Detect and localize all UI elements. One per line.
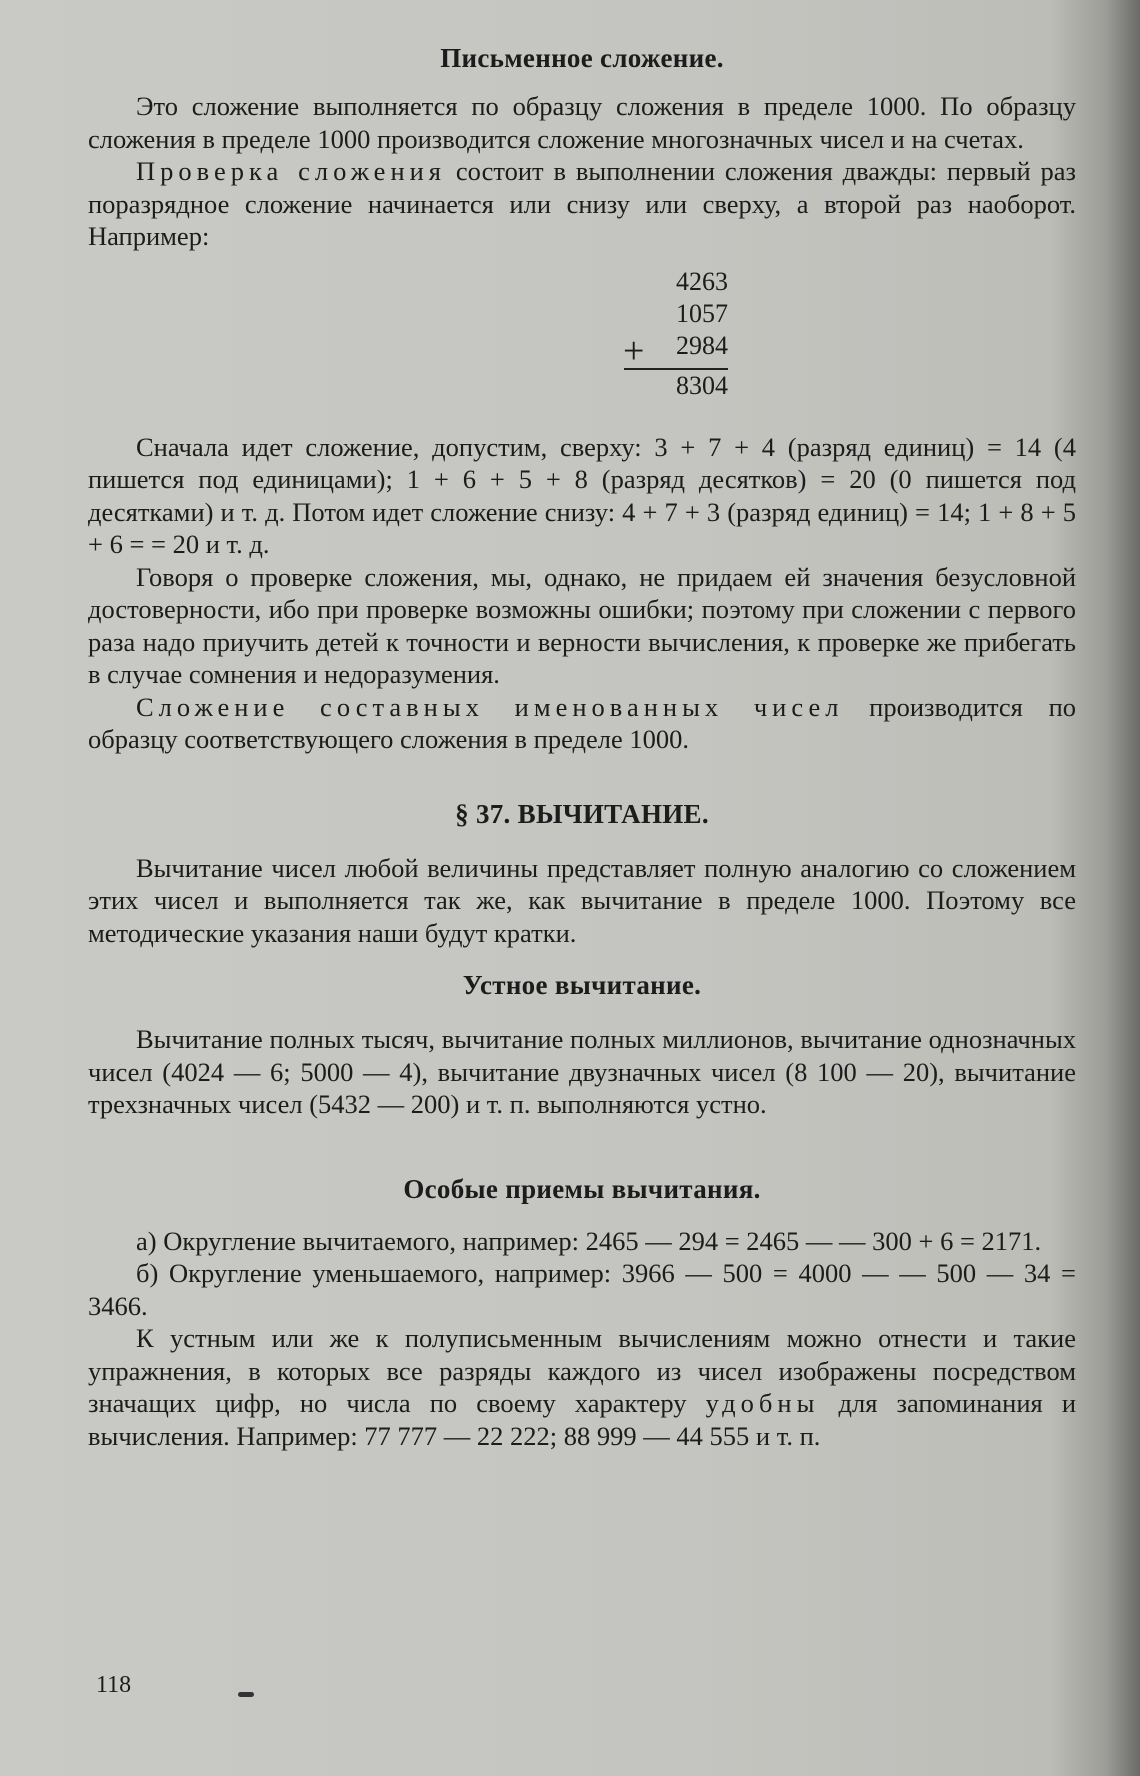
paragraph-compound-numbers-text: производится по образцу соответствующего сложения в пределе 1000. [88, 691, 1076, 754]
spaced-term-compound: Сложение составных именованных чисел [136, 691, 844, 722]
ink-speck [238, 1692, 254, 1697]
heading-written-addition: Письменное сложение. [440, 43, 724, 73]
paragraph-addition-check-text: состоит в выполнении сложения дважды: первый раз поразрядное сложение начинается или снизу или сверху, а второй раз наоборот. Например: [88, 156, 1077, 251]
heading-section-37: § 37. ВЫЧИТАНИЕ. [455, 798, 709, 829]
heading-special-methods: Особые приемы вычитания. [403, 1173, 761, 1204]
page-number: 118 [96, 1672, 132, 1698]
paragraph-check-reliability: Говоря о проверке сложения, мы, однако, не придаем ей значения безусловной достоверности, ибо при проверке возможны ошибки; поэтому при сложении с первого раза надо приучить детей к точности и верности вычисления, к проверке же прибегать в случае сомнения и недоразумения. [88, 561, 1076, 689]
paragraph-semi-written [88, 1322, 1076, 1452]
plus-sign: + [623, 329, 645, 372]
heading-oral-subtraction: Устное вычитание. [462, 970, 702, 1000]
sum-result: 8304 [676, 370, 728, 400]
paragraph-oral-subtraction: Вычитание полных тысяч, вычитание полных миллионов, вычитание однозначных чисел (4024 — 6; 5000 — 4), вычитание двузначных чисел (8 100 — 20), вычитание трехзначных чисел (5432 — 200) и т. п. выполняются устно. [88, 1024, 1076, 1119]
column-addition-example [88, 263, 1076, 413]
paragraph-addition-check [88, 155, 1076, 253]
spaced-term-convenient: удобны [705, 1388, 820, 1418]
paragraph-rounding-minuend: б) Округление уменьшаемого, например: 3966 — 500 = 4000 — — 500 — 34 = 3466. [88, 1258, 1076, 1321]
paragraph-addition-intro: Это сложение выполняется по образцу сложения в пределе 1000. По образцу сложения в пределе 1000 производится сложение многозначных чисел и на счетах. [88, 91, 1076, 154]
page-content [88, 40, 1076, 1452]
sum-rule-line [624, 368, 728, 370]
paragraph-semi-written-end: для запоминания и вычисления. Например: 77 777 — 22 222; 88 999 — 44 555 и т. п. [88, 1388, 1076, 1451]
paragraph-semi-written-start: К устным или же к полуписьменным вычислениям можно отнести и такие упражнения, в которых все разряды каждого из чисел изображены посредством значащих цифр, но числа по своему характеру [88, 1323, 1076, 1418]
paragraph-compound-numbers [88, 691, 1076, 756]
spaced-term-check: Проверка сложения [136, 156, 446, 186]
paragraph-addition-order: Сначала идет сложение, допустим, сверху: 3 + 7 + 4 (разряд единиц) = 14 (4 пишется под единицами); 1 + 6 + 5 + 8 (разряд десятков) = 20 (0 пишется под десятками) и т. д. Потом идет сложение снизу: 4 + 7 + 3 (разряд единиц) = 14; 1 + 8 + 5 + 6 = = 20 и т. д. [88, 431, 1076, 559]
addend-1: 4263 [676, 266, 728, 296]
addend-2: 1057 [676, 298, 728, 328]
paragraph-subtraction-intro: Вычитание чисел любой величины представляет полную аналогию со сложением этих чисел и выполняется так же, как вычитание в пределе 1000. Поэтому все методические указания наши будут кратки. [88, 852, 1076, 948]
addend-3: 2984 [676, 330, 728, 360]
paragraph-rounding-subtrahend: а) Округление вычитаемого, например: 2465 — 294 = 2465 — — 300 + 6 = 2171. [136, 1225, 1042, 1256]
